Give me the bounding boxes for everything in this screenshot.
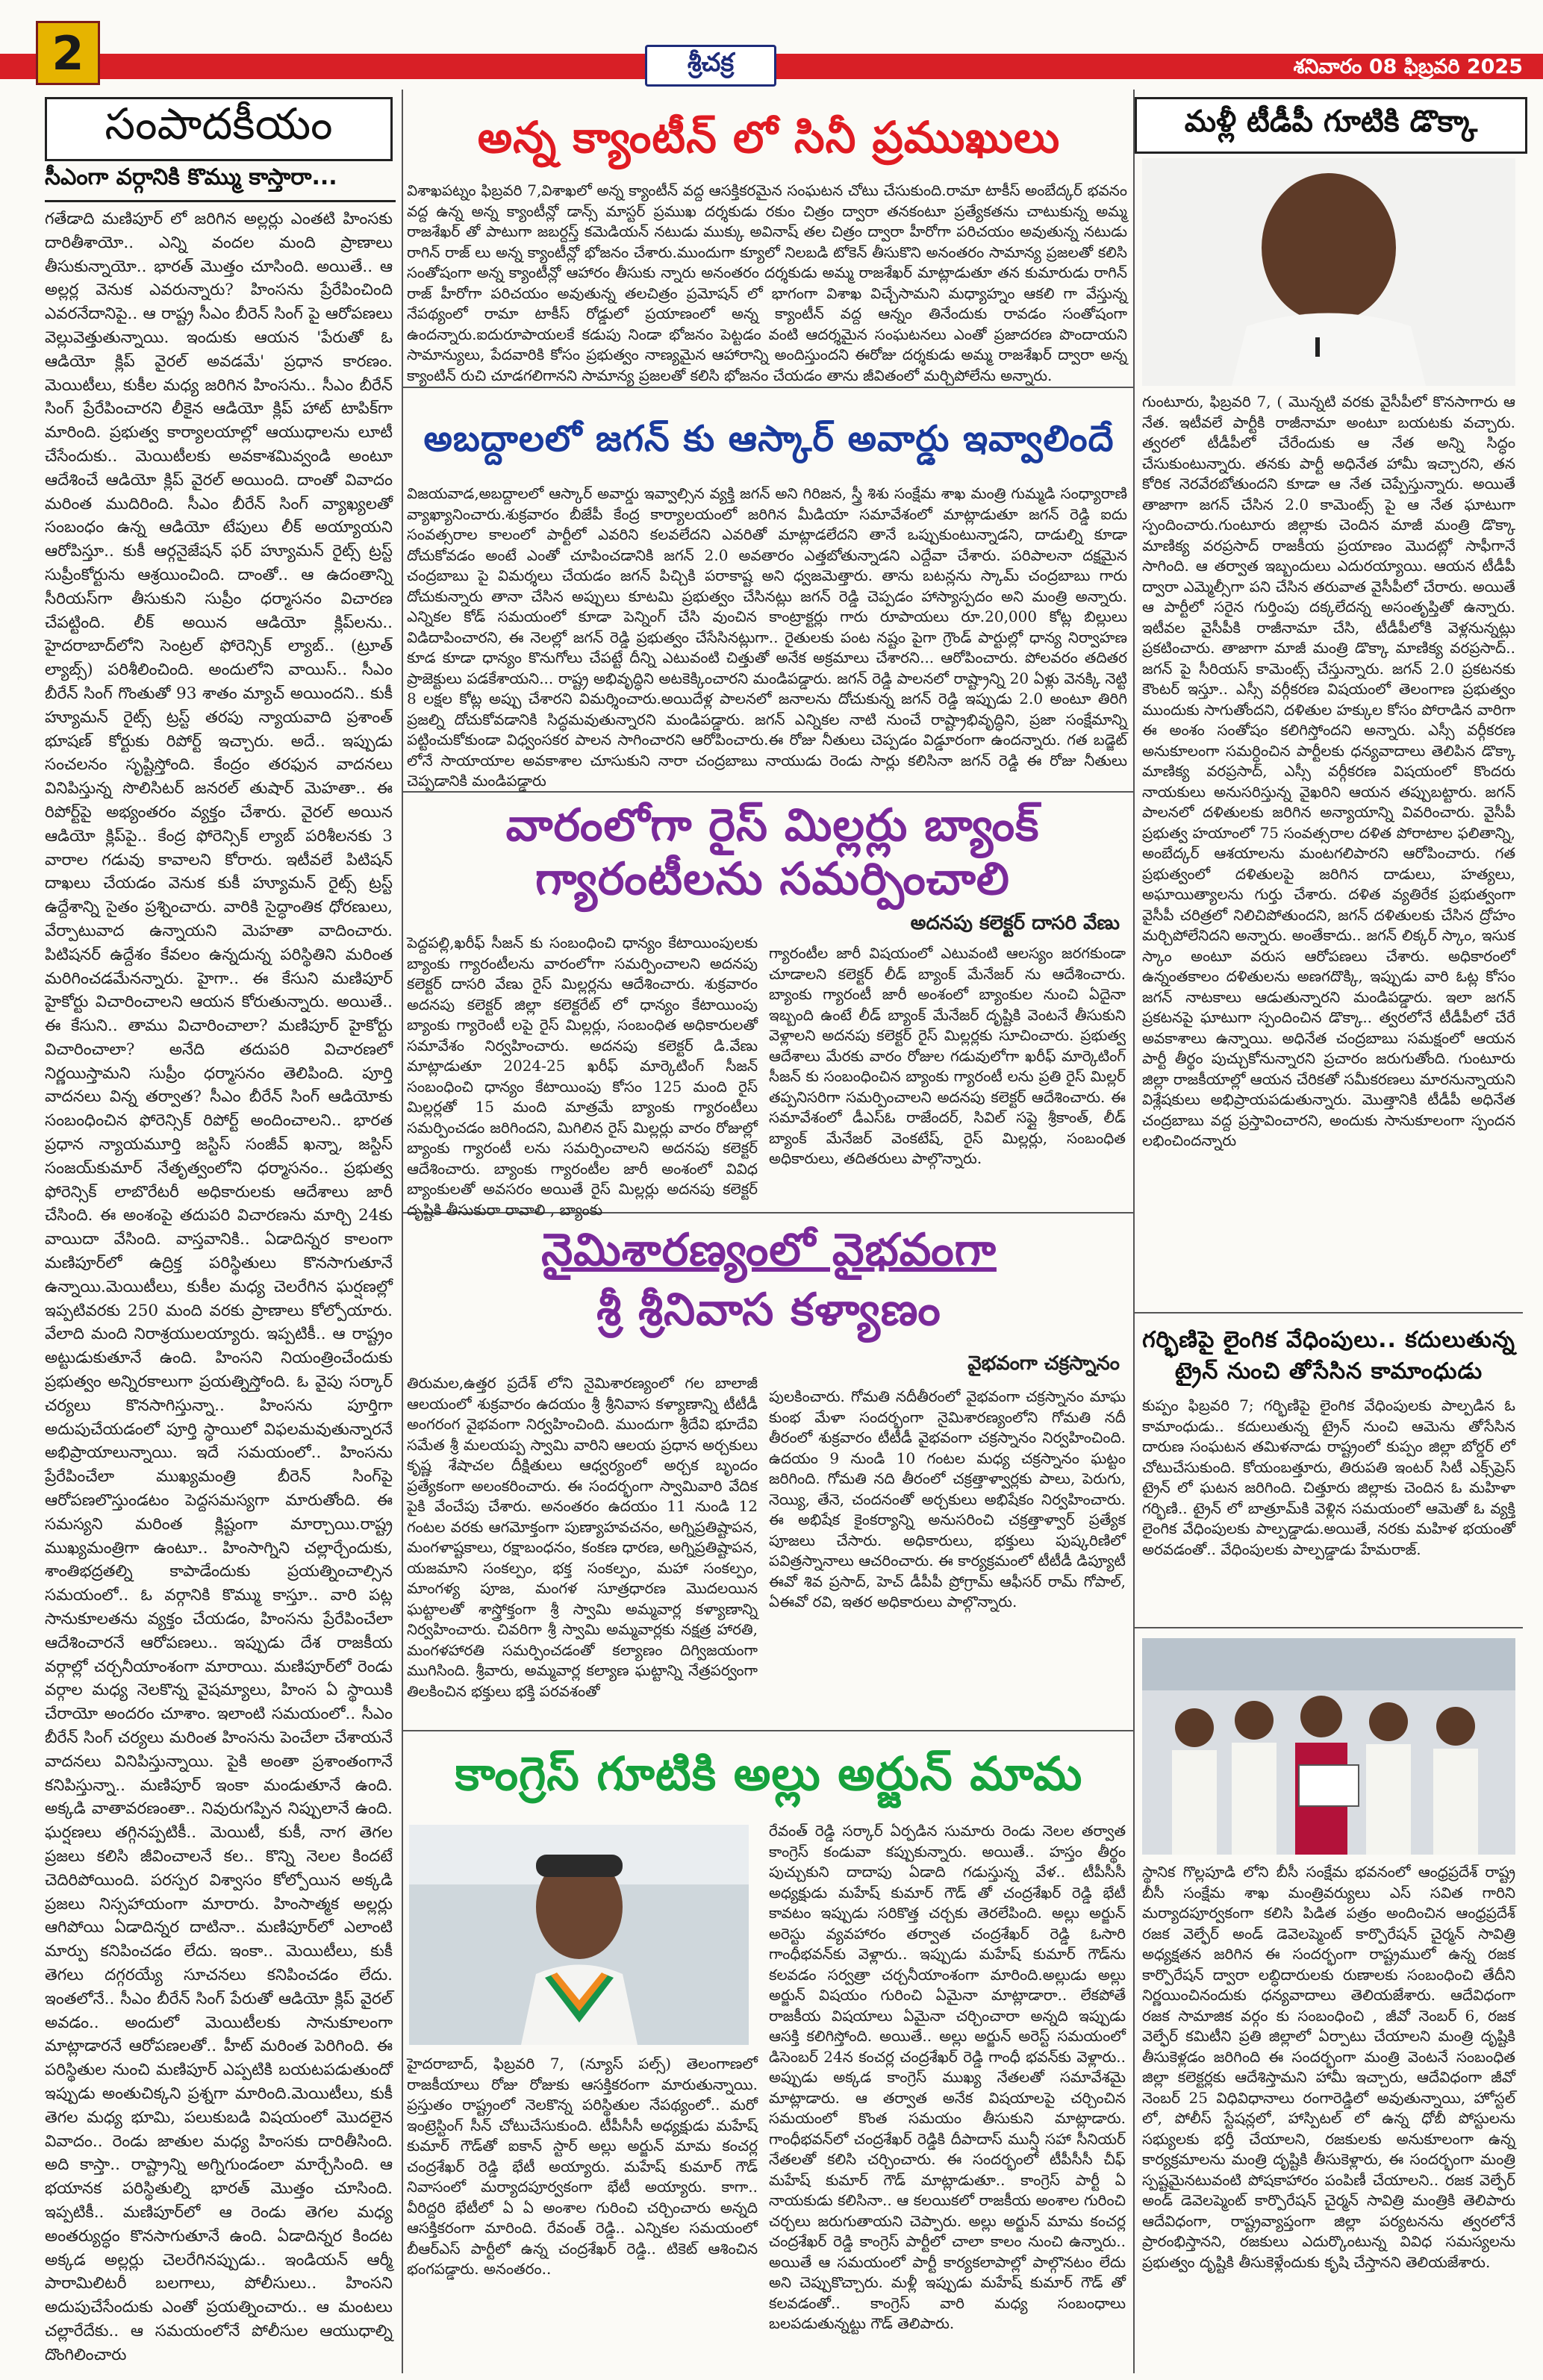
headline-dokka: మళ్లీ టీడీపీ గూటికి డొక్కా	[1135, 97, 1527, 154]
editorial-body: గతేడాది మణిపూర్ లో జరిగిన అల్లర్లు ఎంతటి హింసకు దారితీశాయో.. ఎన్ని వందల మంది ప్రాణాలు తీసుకున్నాయో.. భారత్ మొత్తం చూసింది. అయితే.. ఆ అల్లర్ల వెనుక ఎవరున్నారు? హింసను ప్రేరేపించింది ఎవరనేదానిపై.. ఆ రాష్ట్ర సీఎం బీరెన్ సింగ్ పై ఆరోపణలు వెల్లువెత్తుతున్నాయి. ఇందుకు ఆయన 'పేరుతో ఓ ఆడియో క్లిప్ వైరల్ అవడమే' ప్రధాన కారణం. మెయిటీలు, కుకీల మధ్య జరిగిన హింసను.. సీఎం బీరేన్ సింగ్ ప్రేరేపించారని లీకైన ఆడియో క్లిప్ హాట్ టాపిక్‌గా మారింది. ప్రభుత్వ కార్యాలయాల్లో ఆయుధాలను లూటీ చేసేందుకు.. మెయిటీలకు అవకాశమివ్వండి అంటూ ఆదేశించే ఆడియో క్లిప్ వైరల్ అయింది. దాంతో వివాదం మరింత ముదిరింది. సీఎం బీరేన్ సింగ్ వ్యాఖ్యలతో సంబంధం ఉన్న ఆడియో టేపులు లీక్ అయ్యాయని ఆరోపిస్తూ.. కుకీ ఆర్గనైజేషన్ ఫర్ హ్యూమన్ రైట్స్ ట్రస్ట్ సుప్రీంకోర్టును ఆశ్రయించింది. దాంతో.. ఆ ఉదంతాన్ని సీరియస్‌గా తీసుకుని సుప్రీం ధర్మాసనం విచారణ చేపట్టింది. లీక్ అయిన ఆడియో క్లిప్‌లను.. హైదరాబాద్‌లోని సెంట్రల్ ఫోరెన్సిక్ ల్యాబ్.. (ట్రూత్ ల్యాబ్స్) పరిశీలించింది. అందులోని వాయిస్.. సీఎం బీరేన్ సింగ్ గొంతుతో 93 శాతం మ్యాచ్ అయిందని.. కుకీ హ్యూమన్ రైట్స్ ట్రస్ట్ తరపు న్యాయవాది ప్రశాంత్ భూషణ్ కోర్టుకు రిపోర్ట్ ఇచ్చారు. అదే.. ఇప్పుడు సంచలనం సృష్టిస్తోంది. కేంద్రం తరఫున వాదనలు వినిపిస్తున్న సొలిసిటర్ జనరల్ తుషార్ మెహతా.. ఈ రిపోర్ట్‌పై అభ్యంతరం వ్యక్తం చేశారు. వైరల్ అయిన ఆడియో క్లిప్‌పై.. కేంద్ర ఫోరెన్సిక్ ల్యాబ్ పరిశీలనకు 3 వారాల గడువు కావాలని కోరారు. ఇటీవలే పిటిషన్ దాఖలు చేయడం వెనుక కుకీ హ్యూమన్ రైట్స్ ట్రస్ట్ ఉద్దేశాన్ని సైతం ప్రశ్నించారు. వారికి సైద్ధాంతిక ధోరణులు, వేర్పాటువాద ఉన్నాయని మెహతా వాదించారు. పిటిషనర్ ఉద్దేశం కేవలం ఉన్నదున్న పరిస్థితిని మరింత మరిగించడమేనన్నారు. హైగా.. ఈ కేసుని మణిపూర్ హైకోర్టు విచారించాలని ఆయన కోరుతున్నారు. అయితే.. ఈ కేసుని.. తాము విచారించాలా? మణిపూర్ హైకోర్టు విచారించాలా? అనేది తదుపరి విచారణలో నిర్ణయిస్తామని సుప్రీం ధర్మాసనం తెలిపింది. పూర్తి వాదనలు విన్న తర్వాత? సీఎం బీరేన్ సింగ్ ఆడియోకు సంబంధించిన ఫోరెన్సిక్ రిపోర్ట్ అందించాలని.. భారత ప్రధాన న్యాయమూర్తి జస్టిస్ సంజీవ్ ఖన్నా, జస్టిస్ సంజయ్‌కుమార్ నేతృత్వంలోని ధర్మాసనం.. ప్రభుత్వ ఫోరెన్సిక్ లాబొరేటరీ అధికారులకు ఆదేశాలు జారీ చేసింది. ఈ అంశంపై తదుపరి విచారణను మార్చి 24కు వాయిదా వేసింది. వాస్తవానికి.. ఏడాదిన్నర కాలంగా మణిపూర్‌లో ఉద్రిక్త పరిస్థితులు కొనసాగుతూనే ఉన్నాయి.మెయిటీలు, కుకీల మధ్య చెలరేగిన ఘర్షణల్లో ఇప్పటివరకు 250 మంది వరకు ప్రాణాలు కోల్పోయారు. వేలాది మంది నిరాశ్రయులయ్యారు. ఇప్పటికీ.. ఆ రాష్ట్రం అట్టుడుకుతూనే ఉంది. హింసని నియంత్రించేందుకు ప్రభుత్వం అన్నిరకాలుగా ప్రయత్నిస్తోంది. ఓ వైపు సర్కార్ చర్యలు కొనసాగిస్తున్నా.. హింసను పూర్తిగా అదుపుచేయడంలో పూర్తి స్థాయిలో విఫలమవుతున్నారనే అభిప్రాయాలున్నాయి. ఇదే సమయంలో.. హింసను ప్రేరేపించేలా ముఖ్యమంత్రి బీరెన్ సింగ్‌పై ఆరోపణలొస్తుండటం పెద్దసమస్యగా మారుతోంది. ఈ సమస్యని మరింత క్లిష్టంగా మార్చాయి.రాష్ట్ర ముఖ్యమంత్రిగా ఉంటూ.. హింసాగ్నిని చల్లార్చేందుకు, శాంతిభద్రతల్ని కాపాడేందుకు ప్రయత్నించాల్సిన సమయంలో.. ఓ వర్గానికి కొమ్ము కాస్తూ.. వారి పట్ల సానుకూలతను వ్యక్తం చేయడం, హింసను ప్రేరేపించేలా ఆదేశించారనే ఆరోపణలు.. ఇప్పుడు దేశ రాజకీయ వర్గాల్లో చర్చనీయాంశంగా మారాయి. మణిపూర్‌లో రెండు వర్గాల మధ్య నెలకొన్న వైషమ్యాలు, హింస ఏ స్థాయికి చేరాయో అందరం చూశాం. ఇలాంటి సమయంలో.. సీఎం బీరేన్ సింగ్ చర్యలు మరింత హింసను పెంచేలా చేశాయనే వాదనలు వినిపిస్తున్నాయి. పైకి అంతా ప్రశాంతంగానే కనిపిస్తున్నా.. మణిపూర్ ఇంకా మండుతూనే ఉంది. అక్కడి వాతావరణంతా.. నివురుగప్పిన నిప్పులానే ఉంది. ఘర్షణలు తగ్గినప్పటికీ.. మెయిటీ, కుకీ, నాగ తెగల ప్రజలు కలిసి జీవించాలనే కల.. కొన్ని నెలల కిందటే చెదిరిపోయింది. పరస్పర విశ్వాసం కోల్పోయిన అక్కడి ప్రజలు నిస్సహాయంగా మారారు. హింసాత్మక అల్లర్లు ఆగిపోయి ఏడాదిన్నర దాటినా.. మణిపూర్‌లో ఎలాంటి మార్పు కనిపించడం లేదు. ఇంకా.. మెయిటీలు, కుకీ తెగలు దగ్గరయ్యే సూచనలు కనిపించడం లేదు. ఇంతలోనే.. సీఎం బీరేన్ సింగ్ పేరుతో ఆడియో క్లిప్ వైరల్ అవడం.. అందులో మెయిటీలకు సానుకూలంగా మాట్లాడారనే ఆరోపణలతో.. హీట్ మరింత పెరిగింది. ఈ పరిస్థితుల నుంచి మణిపూర్ ఎప్పటికి బయటపడుతుందో ఇప్పుడు అంతుచిక్కని ప్రశ్నగా మారింది.మెయిటీలు, కుకీ తెగల మధ్య భూమి, పలుకుబడి విషయంలో మొదలైన వివాదం.. రెండు జాతుల మధ్య హింసకు దారితీసింది. అది కాస్తా.. రాష్ట్రాన్ని అగ్నిగుండంలా మార్చేసింది. ఆ భయానక పరిస్థితుల్ని భారత్ మొత్తం చూసింది. ఇప్పటికీ.. మణిపూర్‌లో ఆ రెండు తెగల మధ్య అంతర్యుద్ధం కొనసాగుతూనే ఉంది. ఏడాదిన్నర కిందట అక్కడ అల్లర్లు చెలరేగినప్పుడు.. ఇండియన్ ఆర్మీ పారామిలిటరీ బలగాలు, పోలీసులు.. హింసని అదుపుచేసేందుకు ఎంతో ప్రయత్నించారు.. ఆ మంటలు చల్లారేదేకు.. ఆ సమయంలోనే పోలీసుల ఆయుధాల్ని దొంగిలించారు	[45, 210, 393, 2364]
headline-naimisharanyam-line1: నైమిశారణ్యంలో వైభవంగా	[541, 1224, 997, 1276]
article-body-train-incident: కుప్పం ఫిబ్రవరి 7; గర్భిణిపై లైంగిక వేధింపులకు పాల్పడిన ఓ కామాంధుడు.. కదులుతున్న ట్రైన్ నుంచి ఆమెను తోసేసిన దారుణ సంఘటన తమిళనాడు రాష్ట్రంలో కుప్పం జిల్లా బోర్డర్ లో చోటుచేసుకుంది. కోయంబత్తూరు, తిరుపతి ఇంటర్ సిటీ ఎక్స్‌ప్రెస్ ట్రైన్ లో ఘటన జరిగింది. చిత్తూరు జిల్లాకు చెందిన ఓ మహిళా గర్భిణి.. ట్రైన్ లో బాత్రూమ్‌కి వెళ్లిన సమయంలో ఆమెతో ఓ వ్యక్తి లైంగిక వేధింపులకు పాల్పడ్డాడు.అయితే, నరకు మహిళ భయంతో అరవడంతో.. వేధింపులకు పాల్పడ్డాడు హేమరాజ్.	[1142, 1396, 1515, 1558]
column-divider	[402, 90, 403, 2373]
article-body-rajaka-corporation: స్థానిక గొల్లపూడి లోని బీసీ సంక్షేమ భవనంలో ఆంధ్రప్రదేశ్ రాష్ట్ర బీసీ సంక్షేమ శాఖ మంత్రివర్యులు ఎస్ సవిత గారిని మర్యాదపూర్వకంగా కలిసి పిడిత పత్రం అందించిన ఆంధ్రప్రదేశ్ రజక వెల్ఫేర్ అండ్ డెవెలప్మెంట్ కార్పొరేషన్ చైర్మన్ సావిత్రి అధ్యక్షతన జరిగిన ఈ సందర్భంగా రాష్ట్రములో ఉన్న రజక కార్పొరేషన్ ద్వారా లబ్ధిదారులకు రుణాలకు సంబంధించి తేదీని నిర్ణయించినందుకు ధన్యవాదాలు తెలియజేశారు. ఆదేవిధంగా రజక సామాజిక వర్గం కు సంబంధించి , జీవో నెంబర్ 6, రజక వెల్ఫేర్ కమిటీని ప్రతి జిల్లాలో ఏర్పాటు చేయాలని మంత్రి దృష్టికి తీసుకెళ్లడం జరిగింది ఈ సందర్భంగా మంత్రి వెంటనే సంబంధిత జిల్లా కలెక్టర్లకు ఆదేశిస్తామని హామీ ఇచ్చారు, ఆదేవిధంగా జీవో నెంబర్ 25 విధివిధానాలు రంగారెడ్డిలో అవుతున్నాయి, హోస్టల్ లో, పోలీస్ స్టేషన్లలో, హాస్పిటల్ లో ఉన్న ధోబీ పోస్టులను సభ్యులకు భర్తీ చేయాలని, రజకులకు అనుకూలంగా ఉన్న కార్యక్రమాలను మంత్రి దృష్టికి తీసుకెళ్లారు, ఈ సందర్భంగా మంత్రి స్పష్టమైనటువంటి పోషకాహారం పంపిణీ చేయాలని.. రజక వెల్ఫేర్ అండ్ డెవెలప్మెంట్ కార్పొరేషన్ చైర్మన్ సావిత్రి మంత్రికి తెలిపారు ఆదేవిధంగా, రాష్ట్రవ్యాప్తంగా జిల్లా పర్యటనను త్వరలోనే ప్రారంభిస్తానని, రజకులు ఎదుర్కొంటున్న వివిధ సమస్యలను ప్రభుత్వం దృష్టికి తీసుకెళ్లేందుకు కృషి చేస్తానని తెలియజేశారు.	[1142, 1863, 1515, 2271]
headline-anna-canteen: అన్న క్యాంటీన్ లో సినీ ప్రముఖులు	[477, 112, 1061, 163]
headline-rice-millers: వారంలోగా రైస్ మిల్లర్లు బ్యాంక్ గ్యారంటీలను సమర్పించాలి	[505, 799, 1040, 905]
section-divider	[403, 1730, 1133, 1731]
article-body-anna-canteen: విశాఖపట్నం ఫిబ్రవరి 7,విశాఖలో అన్న క్యాంటీన్ వద్ద ఆసక్తికరమైన సంఘటన చోటు చేసుకుంది.రామా టాకీస్ అంబేద్కర్ భవనం వద్ద ఉన్న అన్న క్యాంటీన్లో డాన్స్ మాస్టర్ ప్రముఖ దర్శకుడు రకుం చిత్రం ద్వారా తనకంటూ ప్రత్యేకతను చాటుకున్న అమ్మ రాజశేఖర్ తో పాటుగా జబర్దస్త్ కమెడియన్ నటుడు ముక్కు అవినాష్ తల చిత్రం ద్వారా హీరోగా పరిచయం అవుతున్న నటుడు రాగిన్ రాజ్ లు అన్న క్యాంటీన్లో భోజనం చేశారు.ముందుగా క్యూలో నిలబడి టోకెన్ తీసుకొని అనంతరం సామాన్య ప్రజలతో కలిసి సంతోషంగా అన్న క్యాంటీన్లో ఆహారం తీసుకు న్నారు అనంతరం దర్శకుడు అమ్మ రాజశేఖర్ మాట్లాడుతూ తన కుమారుడు రాగిన్ రాజ్ హీరోగా పరిచయం అవుతున్న తలచిత్రం ప్రమోషన్ లో భాగంగా విశాఖ విచ్చేసామని మధ్యాహ్నం ఆకలి గా వేస్తున్న నేపథ్యంలో రామా టాకీస్ రోడ్డులో ప్రయాణంలో అన్న క్యాంటీన్ వద్ద ఆన్నం తినేందుకు రావడం సంతోషంగా ఉందన్నారు.ఐదురూపాయలకే కడుపు నిండా భోజనం పెట్టడం వంటి ఆదర్శమైన సంఘటనలు ఎంతో ప్రజాదరణ పొందాయని సామాన్యులు, పేదవారికి కోసం ప్రభుత్వం నాణ్యమైన ఆహారాన్ని అందిస్తుందని ఈరోజు దర్శకుడు అమ్మ రాజశేఖర్ ద్వారా అన్న క్యాంటిన్ రుచి చూడగలిగానని సామాన్య ప్రజలతో కలిసి భోజనం చేయడం తాను జీవితంలో మర్చిపోలేను అన్నారు.	[407, 181, 1127, 384]
byline-rice-millers: అదనపు కలెక్టర్ దాసరి వేణు	[910, 912, 1120, 934]
editorial-subheading: సీఎంగా వర్గానికి కొమ్ము కాస్తారా...	[45, 164, 396, 202]
headline-jagan-oscar: అబద్దాలలో జగన్ కు ఆస్కార్ అవార్డు ఇవ్వాలిందే	[423, 418, 1115, 460]
article-body-rice-millers-left: పెద్దపల్లి,ఖరీఫ్ సీజన్ కు సంబంధించి ధాన్యం కేటాయింపులకు బ్యాంకు గ్యారంటీలను వారంలోగా సమర్పించాలని అదనపు కలెక్టర్ దాసరి వేణు రైస్ మిల్లర్లను ఆదేశించారు. శుక్రవారం అదనపు కలెక్టర్ జిల్లా కలెక్టరేట్ లో ధాన్యం కేటాయింపు బ్యాంకు గ్యారెంటీ లపై రైస్ మిల్లర్లు, సంబంధిత అధికారులతో సమావేశం నిర్వహించారు. అదనపు కలెక్టర్ డి.వేణు మాట్లాడుతూ 2024-25 ఖరీఫ్ మార్కెటింగ్ సీజన్ సంబంధించి ధాన్యం కేటాయింపు కోసం 125 మంది రైస్ మిల్లర్లతో 15 మంది మాత్రమే బ్యాంకు గ్యారంటీలు సమర్పించడం జరిగిందని, మిగిలిన రైస్ మిల్లర్లు వారం రోజుల్లో బ్యాంకు గ్యారంటీ లను సమర్పించాలని అదనపు కలెక్టర్ ఆదేశించారు. బ్యాంకు గ్యారంటీల జారీ అంశంలో వివిధ బ్యాంకులతో అవసరం అయితే రైస్ మిల్లర్లు అదనపు కలెక్టర్ దృష్టికి తీసుకురా రావాలి , బ్యాంకు	[407, 934, 758, 1219]
chandrasekhar-reddy-photo	[409, 1825, 749, 2045]
headline-naimisharanyam-line2: శ్రీ శ్రీనివాస కళ్యాణం	[596, 1284, 941, 1336]
editorial-heading: సంపాదకీయం	[45, 97, 393, 161]
dokka-photo	[1142, 158, 1515, 386]
newspaper-logo: శ్రీచక్ర	[645, 45, 776, 87]
article-body-allu-arjun-right: రేవంత్ రెడ్డి సర్కార్ ఏర్పడిన సుమారు రెండు నెలల తర్వాత కాంగ్రెస్ కండువా కప్పుకున్నారు. అయితే.. హస్తం తీర్థం పుచ్చుకుని దాదాపు ఏడాది గడుస్తున్న వేళ.. టీపీసీసీ అధ్యక్షుడు మహేష్ కుమార్ గౌడ్ తో చంద్రశేఖర్ రెడ్డి భేటీ కావటం ఇప్పుడు సరికొత్త చర్చకు తెరలేపింది. అల్లు అర్జున్ అరెస్టు వ్యవహారం తర్వాత చంద్రశేఖర్ రెడ్డి ఓసారి గాంధీభవన్‌కు వెళ్లారు.. ఇప్పుడు మహేష్ కుమార్ గౌడ్‌ను కలవడం సర్వత్రా చర్చనీయాంశంగా మారింది.అల్లుడు అల్లు అర్జున్ విషయం గురించి ఏమైనా మాట్లాడారా.. లేకపోతే రాజకీయ విషయాలు ఏమైనా చర్చించారా అన్నది ఇప్పుడు ఆసక్తి కలిగిస్తోంది. అయితే.. అల్లు అర్జున్ అరెస్ట్ సమయంలో డిసెంబర్ 24న కంచర్ల చంద్రశేఖర్ రెడ్డి గాంధీ భవన్‌కు వెళ్లారు.. అప్పుడు అక్కడ కాంగ్రెస్ ముఖ్య నేతలతో సమావేశమై మాట్లాడారు. ఆ తర్వాత అనేక విషయాలపై చర్చించిన సమయంలో కొంత సమయం తీసుకుని మాట్లాడారు. గాంధీభవన్‌లో చంద్రశేఖర్ రెడ్డికి దీపాదాస్ మున్షీ సహా సీనియర్ నేతలతో కలిసి చర్చించారు. ఈ సందర్భంలో టీపీసీసీ చీఫ్ మహేష్ కుమార్ గౌడ్ మాట్లాడుతూ.. కాంగ్రెస్ పార్టీ ఏ నాయకుడు కలిసినా.. ఆ కలయికలో రాజకీయ అంశాల గురించి చర్చలు జరుగుతాయని చెప్పారు. అల్లు అర్జున్ మామ కంచర్ల చంద్రశేఖర్ రెడ్డి కాంగ్రెస్ పార్టీలో చాలా కాలం నుంచి ఉన్నారు.. అయితే ఆ సమయంలో పార్టీ కార్యకలాపాల్లో పాల్గొనటం లేదు అని చెప్పుకొచ్చారు. మళ్లీ ఇప్పుడు మహేష్ కుమార్ గౌడ్ తో కలవడంతో.. కాంగ్రెస్ వారి మధ్య సంబంధాలు బలపడుతున్నట్టు గౌడ్ తెలిపారు.	[769, 1822, 1126, 2332]
section-divider	[1135, 1627, 1523, 1628]
dateline: శనివారం 08 ఫిబ్రవరి 2025	[1293, 55, 1523, 78]
headline-allu-arjun: కాంగ్రెస్ గూటికి అల్లు అర్జున్ మామ	[455, 1746, 1083, 1801]
article-body-naimisharanyam-right: పులకించారు. గోమతి నదీతీరంలో వైభవంగా చక్రస్నానం మాఘ కుంభ మేళా సందర్భంగా నైమిశారణ్యంలోని గోమతి నదీ తీరంలో శుక్రవారం టీటీడీ వైభవంగా చక్రస్నానం నిర్వహించింది. ఉదయం 9 నుండి 10 గంటల మధ్య చక్రస్నానం ఘట్టం జరిగింది. గోమతి నది తీరంలో చక్రత్తాళ్వార్లకు పాలు, పెరుగు, నెయ్యి, తేనె, చందనంతో అర్చకులు అభిషేకం నిర్వహించారు. ఈ అభిషేక కైంకర్యాన్ని అనుసరించి చక్రత్తాళ్వార్ ప్రత్యేక పూజలు చేసారు. అధికారులు, భక్తులు పుష్కరిణిలో పవిత్రస్నానాలు ఆచరించారు. ఈ కార్యక్రమంలో టీటీడీ డిప్యూటీ ఈవో శివ ప్రసాద్, హెచ్ డీపీపీ ప్రోగ్రామ్ ఆఫీసర్ రామ్ గోపాల్, ఏఈవో రవి, ఇతర అధికారులు పాల్గొన్నారు.	[769, 1387, 1126, 1611]
article-body-dokka: గుంటూరు, ఫిబ్రవరి 7, ( మొన్నటి వరకు వైసీపీలో కొనసాగారు ఆ నేత. ఇటీవలే పార్టీకి రాజీనామా అంటూ బయటకు వచ్చారు. త్వరలో టీడీపీలో చేరేందుకు ఆ నేత అన్ని సిద్ధం చేసుకుంటున్నారు. తనకు పార్టీ అధినేత హామీ ఇచ్చారని, తన కోరిక నెరవేరబోతుందని కూడా ఆ నేత చెప్పేస్తున్నారు. అయితే తాజాగా జగన్ చేసిన 2.0 కామెంట్స్ పై ఆ నేత ఘాటుగా స్పందించారు.గుంటూరు జిల్లాకు చెందిన మాజీ మంత్రి డొక్కా మాణిక్య వరప్రసాద్ రాజకీయ ప్రయాణం మొదట్లో సాఫీగానే సాగింది. ఆ తర్వాత ఇబ్బందులు ఎదురయ్యాయి. ఆయన టీడీపీ ద్వారా ఎమ్మెల్సీగా పని చేసిన తరువాత వైసీపీలో చేరారు. అయితే ఆ పార్టీలో సరైన గుర్తింపు దక్కలేదన్న అసంతృప్తితో ఉన్నారు. ఇటీవల వైసీపీకి రాజీనామా చేసి, టీడీపీలోకి వెళ్లనున్నట్లు ప్రకటించారు. తాజాగా మాజీ మంత్రి డొక్కా మాణిక్య వరప్రసాద్.. జగన్ పై సీరియస్ కామెంట్స్ చేస్తున్నారు. జగన్ 2.0 ప్రకటనకు కౌంటర్ ఇస్తూ.. ఎస్సీ వర్గీకరణ విషయంలో తెలంగాణ ప్రభుత్వం ముందుకు సాగుతోందని, దళితుల హక్కుల కోసం పోరాడిన వారిగా ఈ అంశం సంతోషం కలిగిస్తోందని అన్నారు. ఎస్సీ వర్గీకరణ అనుకూలంగా సమర్ధించిన పార్టీలకు ధన్యవాదాలు తెలిపిన డొక్కా మాణిక్య వరప్రసాద్, ఎస్సీ వర్గీకరణ విషయంలో కొందరు నాయకులు అనుసరిస్తున్న వైఖరిని ఆయన తప్పుబట్టారు. జగన్ పాలనలో దళితులకు జరిగిన అన్యాయాన్ని వివరించారు. వైసీపీ ప్రభుత్వ హయాంలో 75 సంవత్సరాల దళిత పోరాటాల ఫలితాన్ని, అంబేద్కర్ ఆశయాలను మంటగలిపారని ఆరోపించారు. గత ప్రభుత్వంలో దళితులపై జరిగిన దాడులు, హత్యలు, అఘాయిత్యాలను గుర్తు చేశారు. దళిత వ్యతిరేక ప్రభుత్వంగా వైసీపీ చరిత్రలో నిలిచిపోతుందని, జగన్ దళితులకు చేసిన ద్రోహం మర్చిపోలేనిదని అన్నారు. అంతేకాదు.. జగన్ లిక్కర్ స్కాం, ఇసుక స్కాం అంటూ వరుస ఆరోపణలు చేశారు. అధికారంలో ఉన్నంతకాలం దళితులను అణగదొక్కి, ఇప్పుడు వారి ఓట్ల కోసం జగన్ నాటకాలు ఆడుతున్నారని మండిపడ్డారు. ఇలా జగన్ ప్రకటనపై ఘాటుగా స్పందించిన డొక్కా.. త్వరలోనే టీడీపీలో చేరే అవకాశాలు ఉన్నాయి. అధినేత చంద్రబాబు సమక్షంలో ఆయన పార్టీ తీర్థం పుచ్చుకోనున్నారని ప్రచారం జరుగుతోంది. గుంటూరు జిల్లా రాజకీయాల్లో ఆయన చేరికతో సమీకరణలు మారనున్నాయని విశ్లేషకులు అభిప్రాయపడుతున్నారు. మొత్తానికి టీడీపీ అధినేత చంద్రబాబు వద్ద ప్రస్తావించారని, అందుకు సానుకూలంగా స్పందన లభించిందన్నారు	[1142, 393, 1515, 1149]
rajaka-delegation-photo	[1142, 1638, 1515, 1855]
byline-naimisharanyam: వైభవంగా చక్రస్నానం	[967, 1352, 1120, 1375]
headline-train-incident: గర్భిణిపై లైంగిక వేధింపులు.. కదులుతున్న ట్రైన్ నుంచి తోసేసిన కామాంధుడు	[1142, 1327, 1515, 1384]
column-divider	[1133, 90, 1135, 2373]
article-body-allu-arjun-left: హైదరాబాద్, ఫిబ్రవరి 7, (న్యూస్ పల్స్) తెలంగాణలో రాజకీయాలు రోజు రోజుకు ఆసక్తికరంగా మారుతున్నాయి. ప్రస్తుతం రాష్ట్రంలో నెలకొన్న పరిస్థితుల నేపథ్యంలో.. మరో ఇంట్రెస్టింగ్ సీన్ చోటుచేసుకుంది. టీపీసీసీ అధ్యక్షుడు మహేష్ కుమార్ గౌడ్‌తో ఐకాన్ స్టార్ అల్లు అర్జున్ మామ కంచర్ల చంద్రశేఖర్ రెడ్డి భేటీ అయ్యారు. మహేష్ కుమార్ గౌడ్ నివాసంలో మర్యాదపూర్వకంగా భేటీ అయ్యారు. కాగా.. వీరిద్దరి భేటీలో ఏ ఏ అంశాల గురించి చర్చించారు అన్నది ఆసక్తికరంగా మారింది. రేవంత్ రెడ్డి.. ఎన్నికల సమయంలో బీఆర్ఎస్ పార్టీలో ఉన్న చంద్రశేఖర్ రెడ్డి.. టికెట్ ఆశించిన భంగపడ్డారు. అనంతరం..	[407, 2055, 758, 2278]
article-body-jagan-oscar: విజయవాడ,అబద్దాలలో ఆస్కార్ అవార్డు ఇవ్వాల్సిన వ్యక్తి జగన్ అని గిరిజన, స్త్రీ శిశు సంక్షేమ శాఖ మంత్రి గుమ్మడి సంధ్యారాణి వ్యాఖ్యానించారు.శుక్రవారం బీజేపీ కేంద్ర కార్యాలయంలో జరిగిన మీడియా సమావేశంలో మాట్లాడుతూ జగన్ రెడ్డి ఐదు సంవత్సరాల కాలంలో పార్టీలో ఎవరిని కలవలేదని ఎవరితో మాట్లాడలేదని తానే ఒప్పుకుంటున్నాడని, దాడుల్ని కూడా దోచుకోవడం అంటే ఎంతో చూపించడానికి జగన్ 2.0 అవతారం ఎత్తబోతున్నాడని ఎద్దేవా చేశారు. పరిపాలనా దక్షమైన చంద్రబాబు పై విమర్శలు చేయడం జగన్ పిచ్చికి పరాకాష్ట అని ధ్వజమెత్తారు. తాను బటన్లను స్కామ్ చంద్రబాబు గారు దోచుకున్నారు తానా చేసిన అప్పులు కూటమి ప్రభుత్వం చేసినట్లు జగన్ రెడ్డి చెప్పడం హాస్యాస్పదం అని మంత్రి అన్నారు. ఎన్నికల కోడ్ సమయంలో కూడా పెన్నింగ్ చేసి వుంచిన కాంట్రాక్టర్లు గారు రూపాయలు రూ.20,000 కోట్ల బిల్లులు విడిదాపించారని, ఈ నెలల్లో జగన్ రెడ్డి ప్రభుత్వం చేసేసినట్లుగా.. రైతులకు పంట నష్టం పైగా గ్రౌండ్ పార్టుల్లో ధాన్య నిర్వాహణ కూడ కూడా ధాన్యం కొనుగోలు చేపట్టే దీన్ని ఎటువంటి చిత్తుతో అనేక అక్రమాలు చేశారని... ఆరోపించారు. పోలవరం తదితర ప్రాజెక్టులు పడకేశాయని... రాష్ట్ర అభివృద్ధిని అటకెక్కించారని మండిపడ్డారు. జగన్ రెడ్డి పాలనలో రాష్ట్రాన్ని 20 ఏళ్లు వెనక్కి నెట్టి 8 లక్షల కోట్ల అప్పు చేశారని విమర్శించారు.అయిదేళ్ల పాలనలో జనాలను దోచుకున్న జగన్ రెడ్డి ఇప్పుడు 2.0 అంటూ తిరిగి ప్రజల్ని దోచుకోవడానికి సిద్ధమవుతున్నారని మండిపడ్డారు. జగన్ ఎన్నికల నాటి నుంచే రాష్ట్రాభివృద్ధిని, ప్రజా సంక్షేమాన్ని పట్టించుకోకుండా విధ్వంసకర పాలన సాగించారని ఆరోపించారు.ఈ రోజు నీతులు చెప్పడం విడ్డూరంగా ఉందన్నారు. గత బడ్జెట్ లోనే సాయాయాల అవకాశాల చూసుకుని నారా చంద్రబాబు నాయుడు రెండు సార్లు కలిసినా జగన్ రెడ్డి ఈ రోజు నీతులు చెప్పడానికి మండిపడ్డారు	[407, 484, 1127, 790]
article-body-naimisharanyam-left: తిరుమల,ఉత్తర ప్రదేశ్ లోని నైమిశారణ్యంలో గల బాలాజీ ఆలయంలో శుక్రవారం ఉదయం శ్రీ శ్రీనివాస కళ్యాణాన్ని టీటీడీ అంగరంగ వైభవంగా నిర్వహించింది. ముందుగా శ్రీదేవి భూదేవి సమేత శ్రీ మలయప్ప స్వామి వారిని ఆలయ ప్రధాన అర్చకులు కృష్ణ శేషాచల దీక్షితులు ఆధ్వర్యంలో అర్చక బృందం ప్రత్యేకంగా అలంకరించారు. ఈ సందర్భంగా స్వామివారి వేదిక పైకి వేంచేపు చేశారు. అనంతరం ఉదయం 11 నుండి 12 గంటల వరకు ఆగమోక్తంగా పుణ్యాహవచనం, అగ్నిప్రతిష్టాపన, మంగళాష్టకాలు, రక్షాబంధనం, కంకణ ధారణ, అగ్నిప్రతిష్టాపన, యజమాని సంకల్పం, భక్త సంకల్పం, మహా సంకల్పం, మాంగళ్య పూజ, మంగళ సూత్రధారణ మొదలయిన ఘట్టాలతో శాస్త్రోక్తంగా శ్రీ స్వామి అమ్మవార్ల కళ్యాణాన్ని నిర్వహించారు. చివరిగా శ్రీ స్వామి అమ్మవార్లకు నక్షత్ర హారతి, మంగళహారతి సమర్పించడంతో కల్యాణం దిగ్విజయంగా ముగిసింది. శ్రీవారు, అమ్మవార్ల కల్యాణ ఘట్టాన్ని నేత్రపర్వంగా తిలకించిన భక్తులు భక్తి పరవశంతో	[407, 1374, 758, 1700]
section-divider	[403, 387, 1133, 388]
page-number: 2	[36, 21, 100, 85]
section-divider	[1135, 1312, 1523, 1314]
masthead	[0, 0, 1543, 84]
article-body-rice-millers-right: గ్యారంటీల జారీ విషయంలో ఎటువంటి ఆలస్యం జరగకుండా చూడాలని కలెక్టర్ లీడ్ బ్యాంక్ మేనేజర్ ను ఆదేశించారు. బ్యాంకు గ్యారంటీ జారీ అంశంలో బ్యాంకుల నుంచి ఏదైనా ఇబ్బంది ఉంటే లీడ్ బ్యాంక్ మేనేజర్ దృష్టికి వెంటనే తీసుకుని వెళ్లాలని అదనపు కలెక్టర్ రైస్ మిల్లర్లకు సూచించారు. ప్రభుత్వ ఆదేశాలు మేరకు వారం రోజుల గడువులోగా ఖరీఫ్ మార్కెటింగ్ సీజన్ కు సంబంధించిన బ్యాంకు గ్యారంటీ లను ప్రతి రైస్ మిల్లర్ తప్పనిసరిగా సమర్పించాలని అదనపు కలెక్టర్ ఆదేశించారు. ఈ సమావేశంలో డీఎస్ఓ రాజేందర్, సివిల్ సప్లై శ్రీకాంత్, లీడ్ బ్యాంక్ మేనేజర్ వెంకటేష్, రైస్ మిల్లర్లు, సంబంధిత అధికారులు, తదితరులు పాల్గొన్నారు.	[769, 944, 1126, 1167]
